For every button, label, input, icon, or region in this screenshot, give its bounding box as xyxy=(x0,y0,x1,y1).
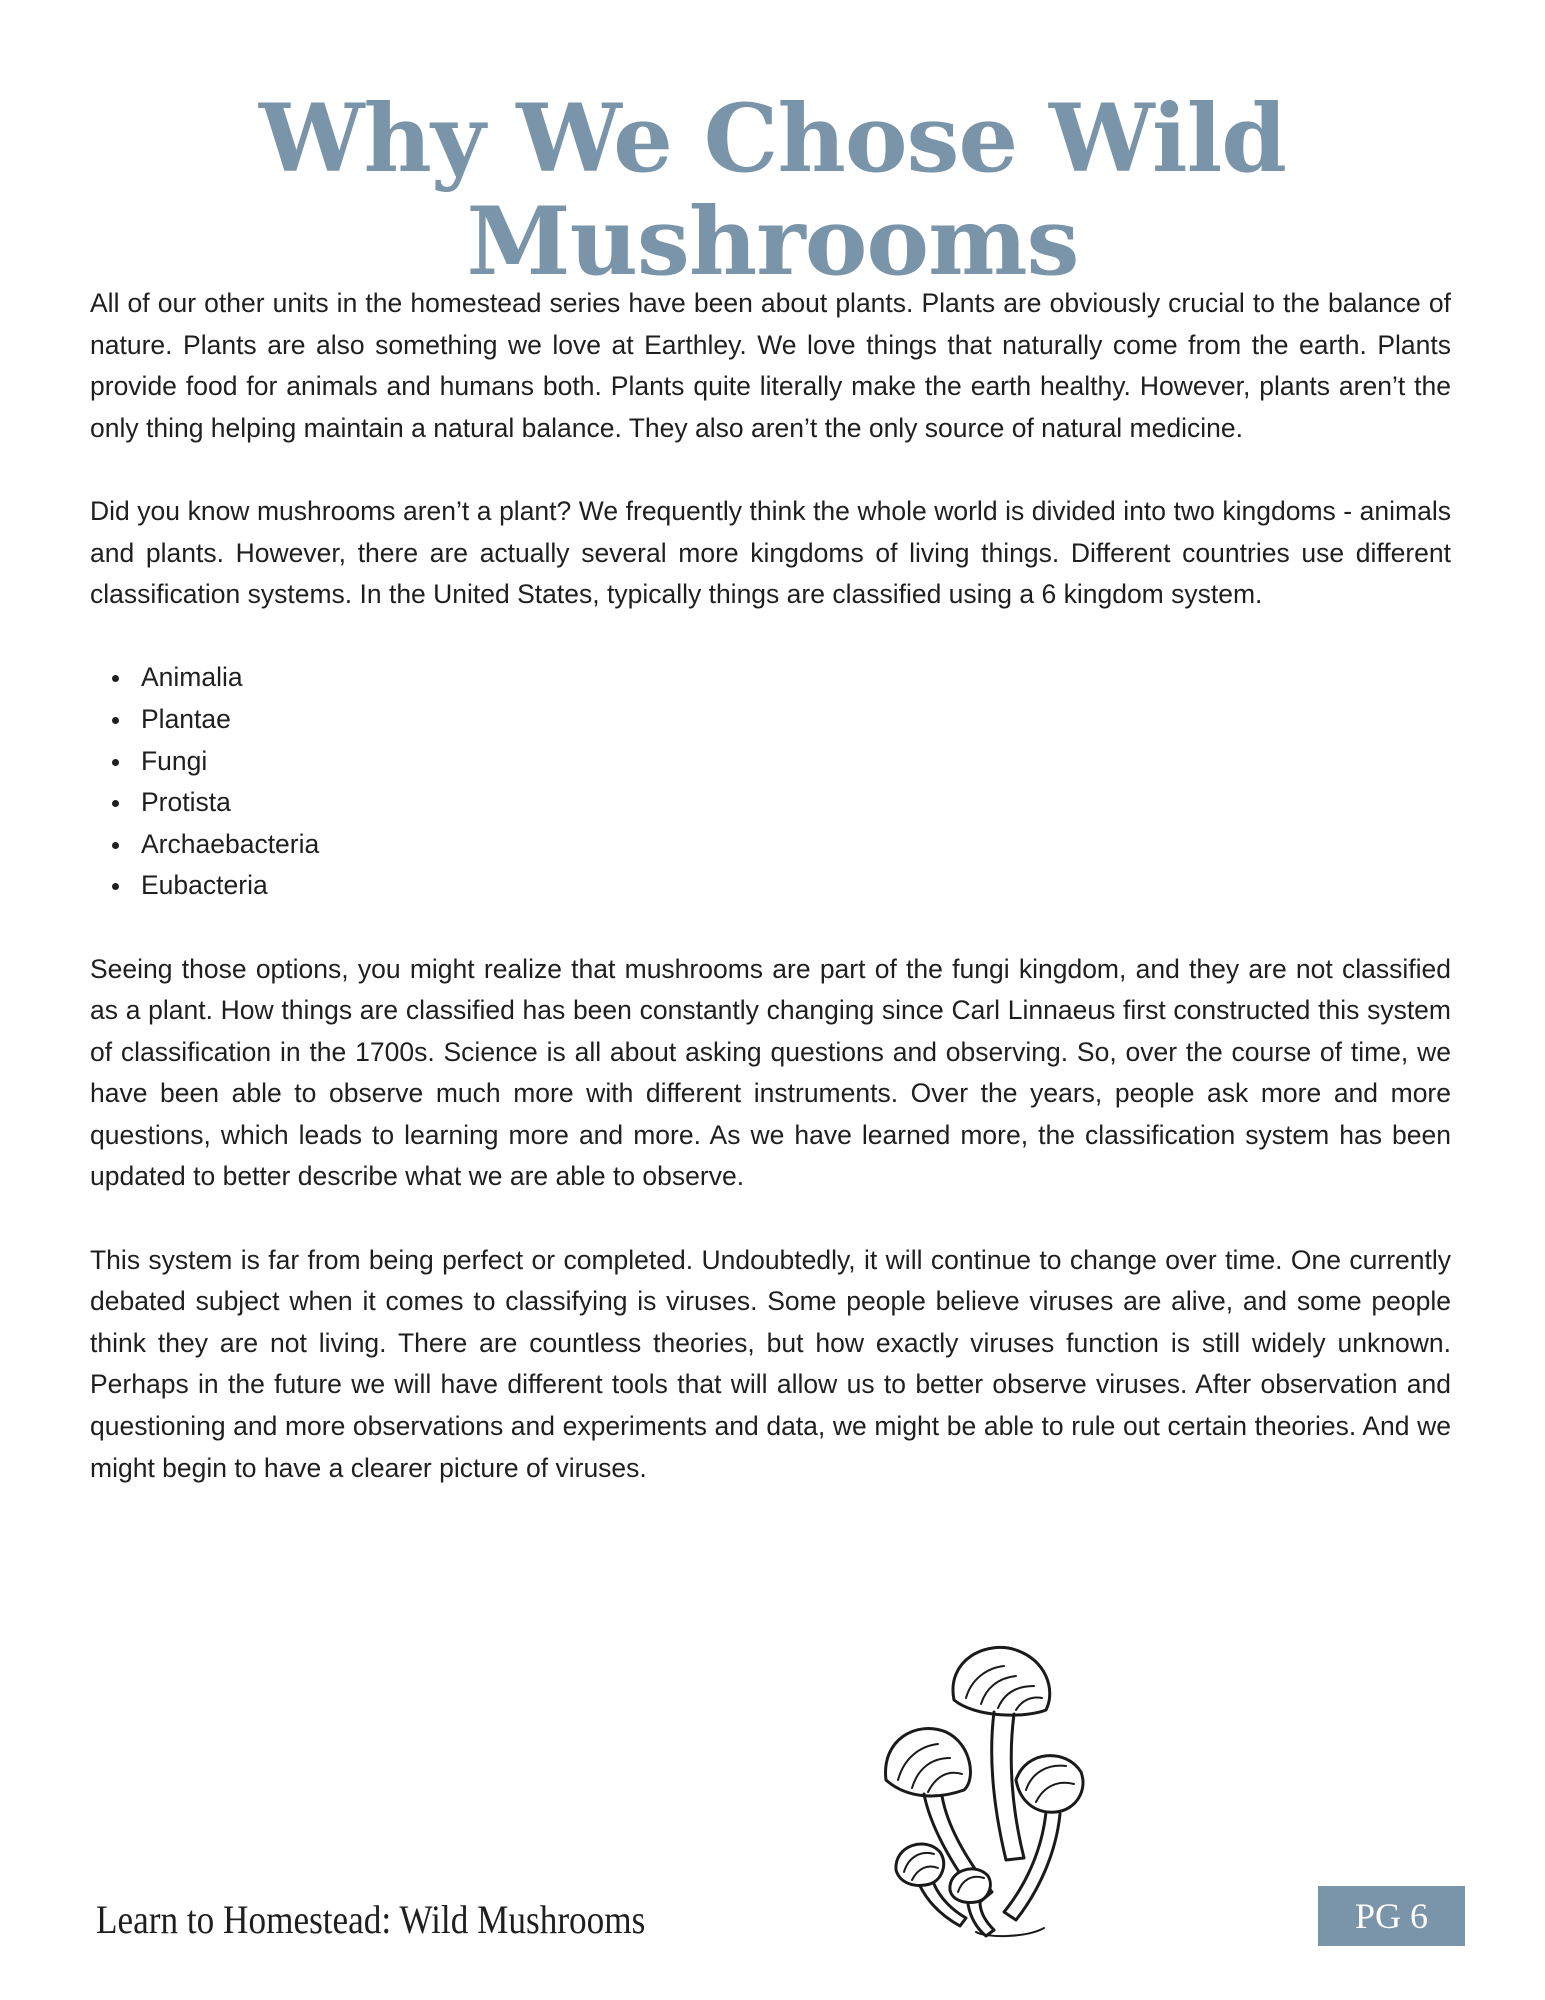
kingdom-list xyxy=(90,657,1451,907)
list-item: Fungi xyxy=(141,741,1451,783)
paragraph-intro: All of our other units in the homestead series have been about plants. Plants are obviously crucial to the balance of nature. Plants are also something we love at Earthley. We love things that naturally come from the earth. Plants provide food for animals and humans both. Plants quite literally make the earth healthy. However, plants aren’t the only thing helping maintain a natural balance. They also aren’t the only source of natural medicine. xyxy=(90,288,1451,443)
list-item: Eubacteria xyxy=(141,865,1451,907)
list-item: Animalia xyxy=(141,657,1451,699)
paragraph-classification: Seeing those options, you might realize that mushrooms are part of the fungi kingdom, and they are not classified as a plant. How things are classified has been constantly changing since Carl Linnaeus first constructed this system of classification in the 1700s. Science is all about asking questions and observing. So, over the course of time, we have been able to observe much more with different instruments. Over the years, people ask more and more questions, which leads to learning more and more. As we have learned more, the classification system has been updated to better describe what we are able to observe. xyxy=(90,953,1451,1192)
paragraph-kingdoms: Did you know mushrooms aren’t a plant? We frequently think the whole world is divided into two kingdoms - animals and plants. However, there are actually several more kingdoms of living things. Different countries use different classification systems. In the United States, typically things are classified using a 6 kingdom system. xyxy=(90,495,1451,610)
page-number-badge: PG 6 xyxy=(1318,1886,1465,1946)
list-item: Protista xyxy=(141,782,1451,824)
article-body xyxy=(90,283,1451,1531)
list-item: Plantae xyxy=(141,699,1451,741)
footer-title: Learn to Homestead: Wild Mushrooms xyxy=(96,1897,646,1942)
paragraph-viruses: This system is far from being perfect or completed. Undoubtedly, it will continue to change over time. One currently debated subject when it comes to classifying is viruses. Some people believe viruses are alive, and some people think they are not living. There are countless theories, but how exactly viruses function is still widely unknown. Perhaps in the future we will have different tools that will allow us to better observe viruses. After observation and questioning and more observations and experiments and data, we might be able to rule out certain theories. And we might begin to have a clearer picture of viruses. xyxy=(90,1244,1451,1483)
page-title: Why We Chose Wild Mushrooms xyxy=(258,84,1287,298)
list-item: Archaebacteria xyxy=(141,824,1451,866)
mushroom-cluster-icon xyxy=(876,1640,1086,1940)
